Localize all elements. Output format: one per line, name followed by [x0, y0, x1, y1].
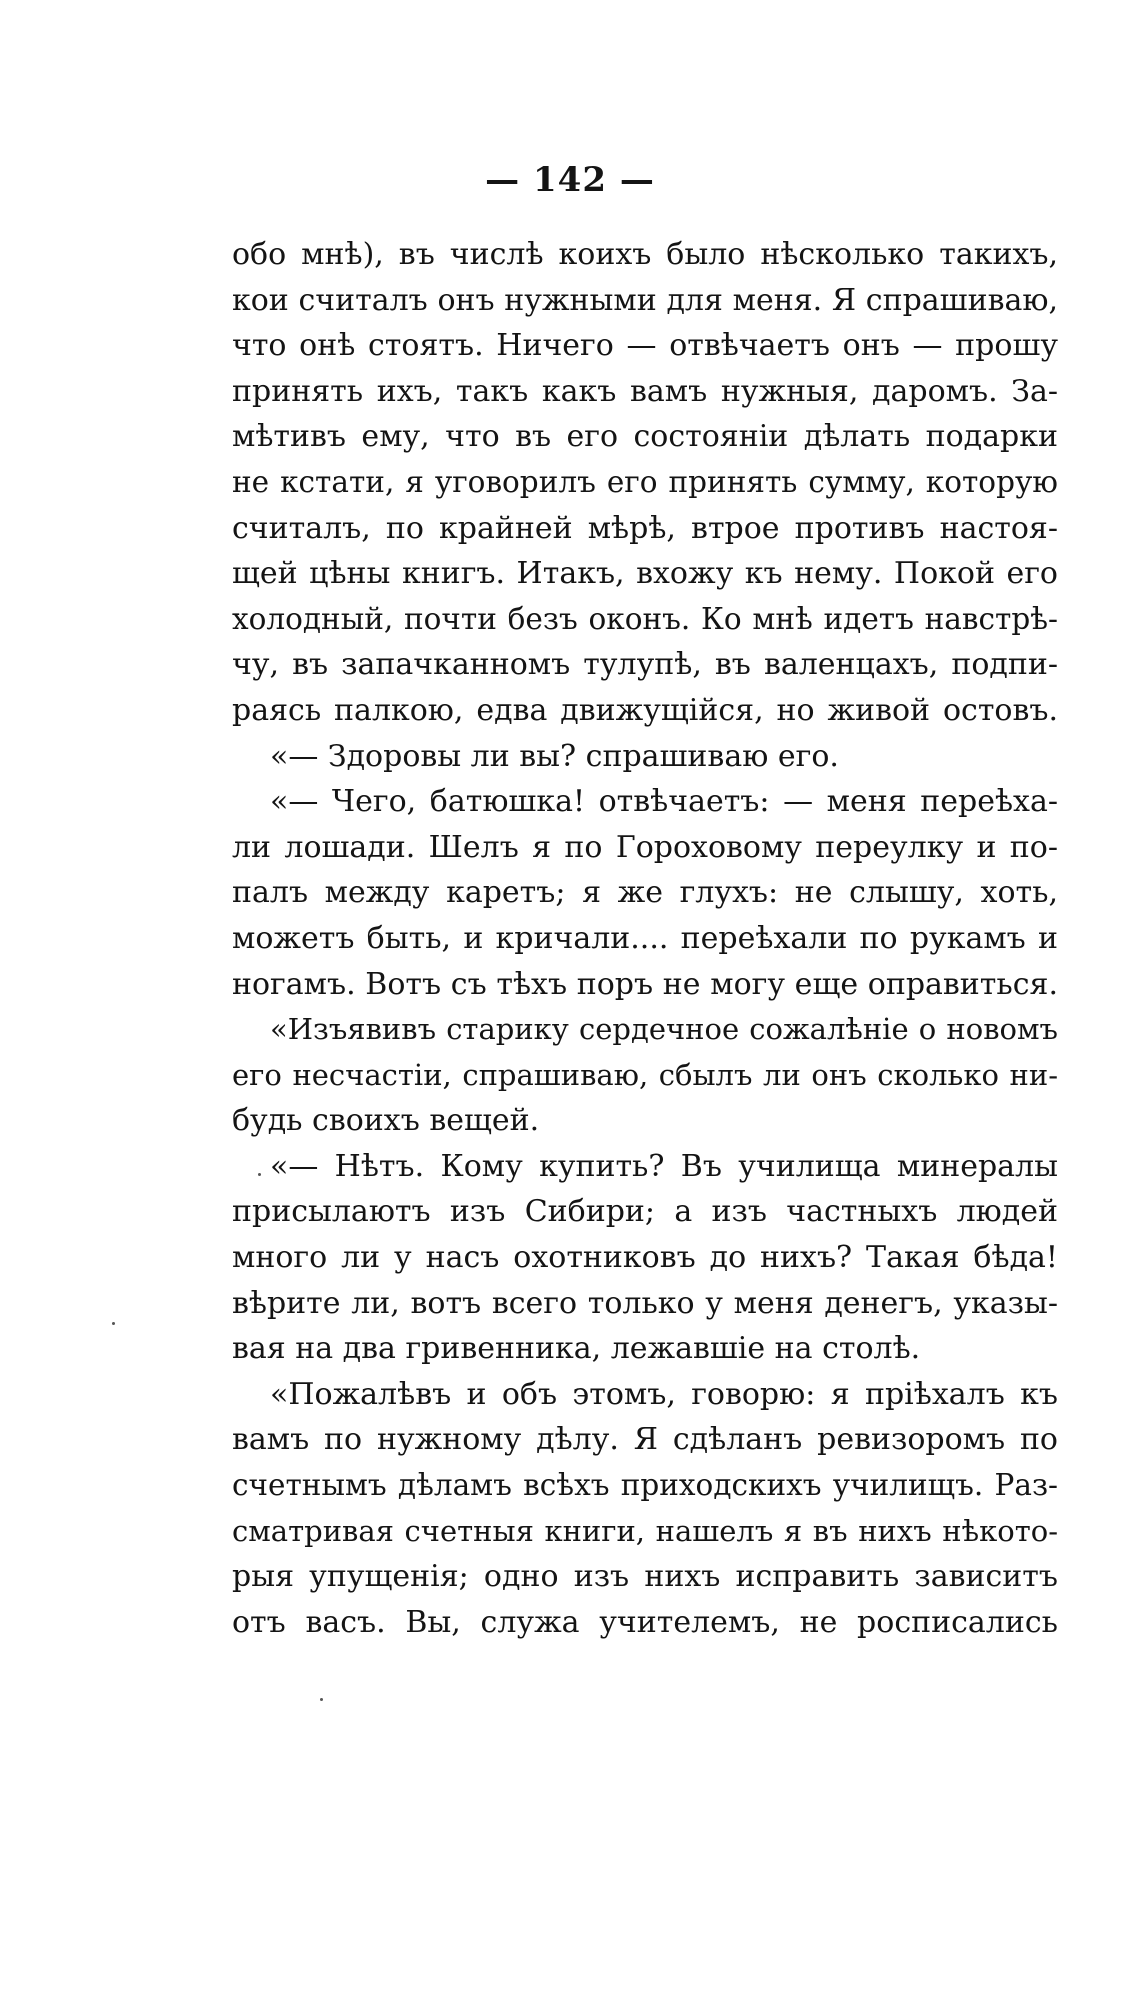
- text-line: вамъ по нужному дѣлу. Я сдѣланъ ревизоромъ по: [232, 1422, 1058, 1458]
- text-line: обо мнѣ), въ числѣ коихъ было нѣсколько такихъ,: [232, 237, 1058, 272]
- page-number: — 142 —: [485, 160, 655, 200]
- text-line: кои считалъ онъ нужными для меня. Я спрашиваю,: [232, 282, 1058, 318]
- text-line: раясь палкою, едва движущійся, но живой остовъ.: [232, 692, 1058, 728]
- text-line: мѣтивъ ему, что въ его состояніи дѣлать подарки: [232, 419, 1058, 455]
- text-line: отъ васъ. Вы, служа учителемъ, не росписались: [232, 1604, 1058, 1640]
- text-line: «— Здоровы ли вы? спрашиваю его.: [270, 738, 839, 774]
- text-line: его несчастіи, спрашиваю, сбылъ ли онъ сколько ни-: [232, 1057, 1058, 1092]
- text-line: «— Нѣтъ. Кому купить? Въ училища минералы: [270, 1148, 1058, 1184]
- text-line: можетъ быть, и кричали.... переѣхали по рукамъ и: [232, 920, 1058, 956]
- text-line: ногамъ. Вотъ съ тѣхъ поръ не могу еще оправиться.: [232, 966, 1058, 1002]
- text-line: принять ихъ, такъ какъ вамъ нужныя, даромъ. За-: [232, 373, 1058, 409]
- text-line: «— Чего, батюшка! отвѣчаетъ: — меня переѣха-: [270, 784, 1058, 820]
- text-line: считалъ, по крайней мѣрѣ, втрое противъ настоя-: [232, 510, 1058, 546]
- print-speck: [258, 1173, 261, 1176]
- text-line: рыя упущенія; одно изъ нихъ исправить зависитъ: [232, 1559, 1058, 1595]
- text-line: вѣрите ли, вотъ всего только у меня денегъ, указы-: [232, 1285, 1058, 1321]
- text-line: что онѣ стоятъ. Ничего — отвѣчаетъ онъ — прошу: [232, 328, 1058, 364]
- text-line: будь своихъ вещей.: [232, 1103, 540, 1139]
- text-line: присылаютъ изъ Сибири; а изъ частныхъ людей: [232, 1194, 1058, 1230]
- text-line: «Пожалѣвъ и объ этомъ, говорю: я пріѣхалъ къ: [270, 1376, 1058, 1412]
- print-speck: [320, 1698, 323, 1701]
- text-line: «Изъявивъ старику сердечное сожалѣніе о новомъ: [270, 1012, 1058, 1047]
- text-line: не кстати, я уговорилъ его принять сумму, которую: [232, 464, 1058, 499]
- text-line: чу, въ запачканномъ тулупѣ, въ валенцахъ, подпи-: [232, 647, 1058, 683]
- text-line: палъ между каретъ; я же глухъ: не слышу, хоть,: [232, 875, 1058, 911]
- text-line: ли лошади. Шелъ я по Гороховому переулку и по-: [232, 829, 1058, 865]
- text-line: счетнымъ дѣламъ всѣхъ приходскихъ училищъ. Раз-: [232, 1468, 1058, 1503]
- text-line: много ли у насъ охотниковъ до нихъ? Такая бѣда!: [232, 1240, 1058, 1276]
- print-speck: [112, 1322, 115, 1325]
- text-line: щей цѣны книгъ. Итакъ, вхожу къ нему. Покой его: [232, 556, 1058, 592]
- text-line: холодный, почти безъ оконъ. Ко мнѣ идетъ навстрѣ-: [232, 601, 1058, 636]
- text-line: вая на два гривенника, лежавшіе на столѣ.: [232, 1331, 921, 1367]
- body-text: [232, 232, 1058, 1645]
- text-line: сматривая счетныя книги, нашелъ я въ нихъ нѣкото-: [232, 1513, 1058, 1548]
